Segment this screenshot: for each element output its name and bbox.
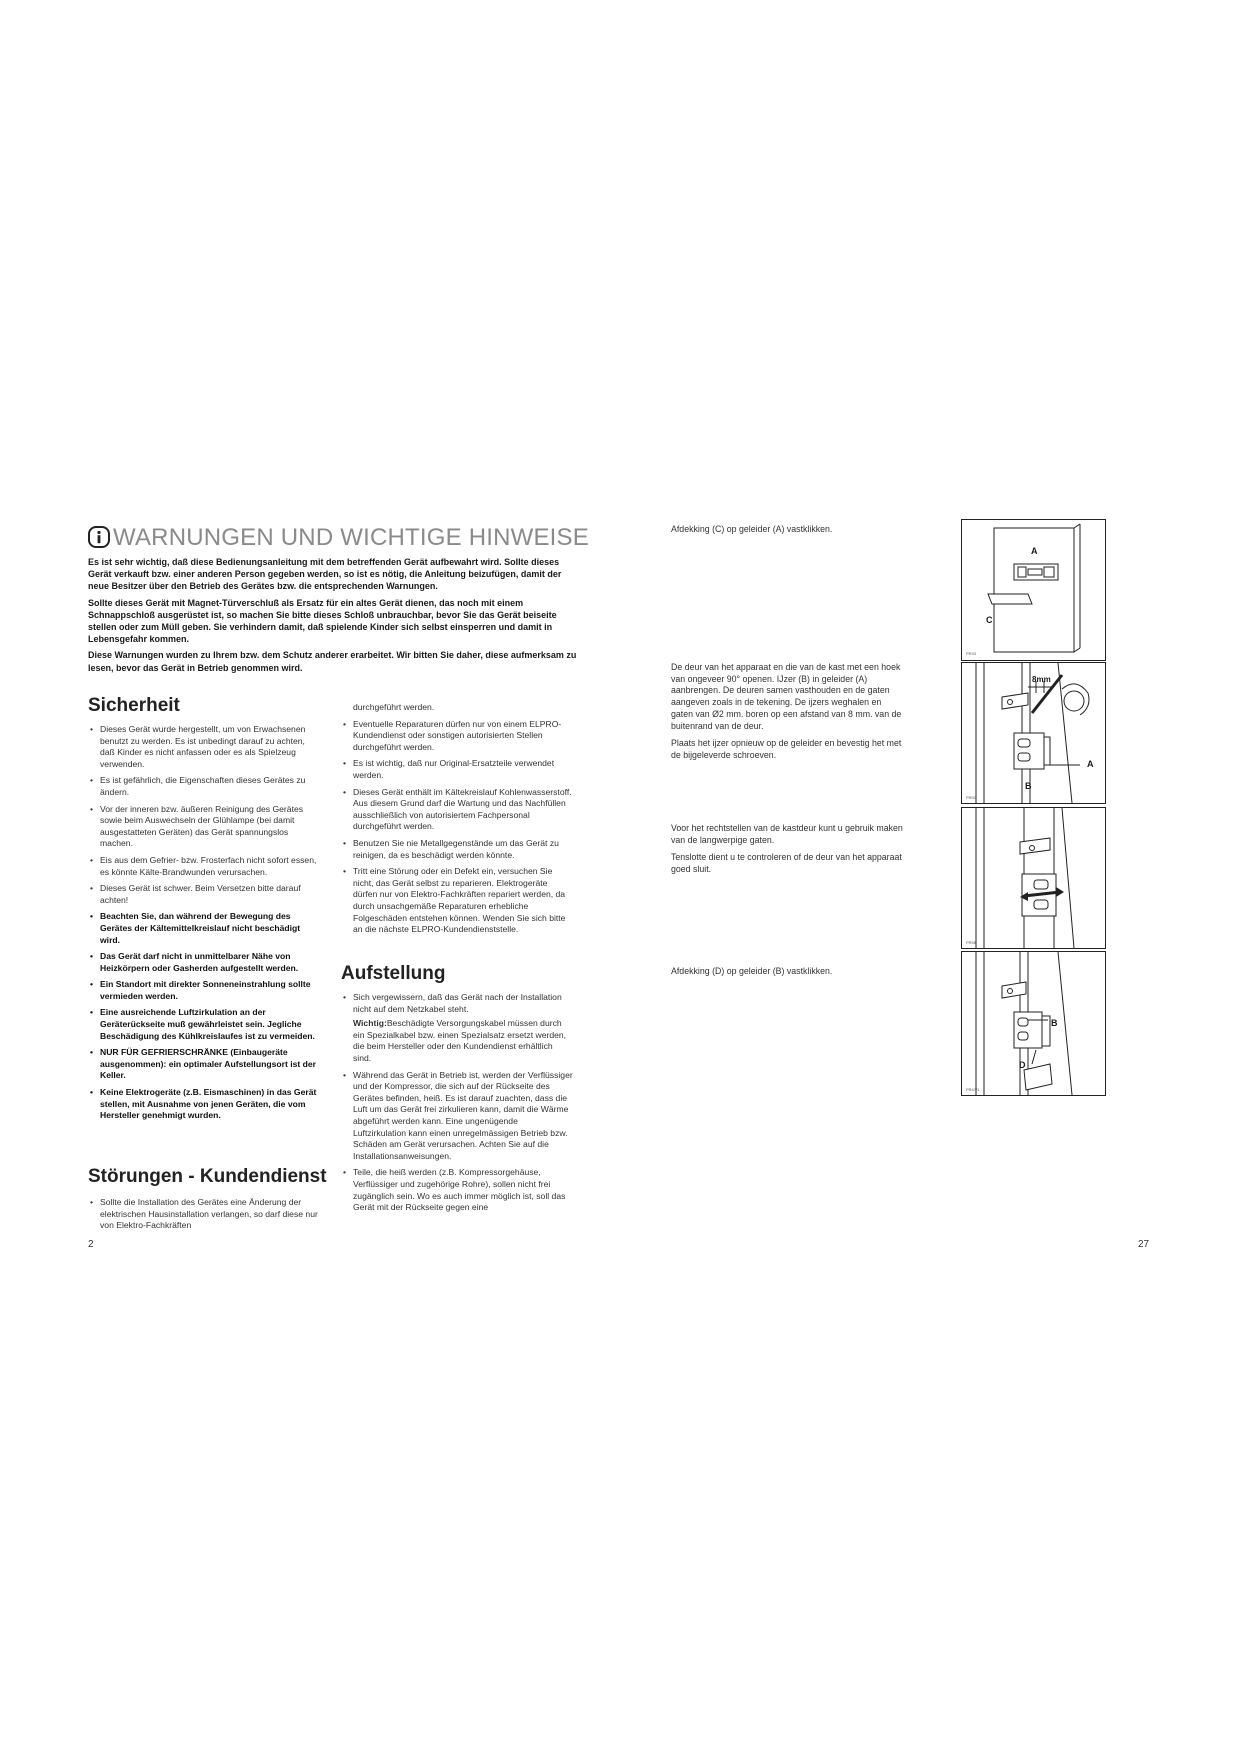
figure-cover-d [961, 951, 1106, 1096]
list-item: • Ein Standort mit direkter Sonneneinstrahlung sollte vermieden werden. [88, 979, 320, 1002]
list-item: • Eis aus dem Gefrier- bzw. Frosterfach nicht sofort essen, es könnte Kälte-Brandwunden verursachen. [88, 855, 320, 878]
list-item: • Eine ausreichende Luftzirkulation an der Geräterückseite muß gewährleistet sein. Jegliche Beschädigung des Kühlkreislaufes ist zu vermeiden. [88, 1007, 320, 1042]
list-item: • Teile, die heiß werden (z.B. Kompressorgehäuse, Verflüssiger und zugehörige Rohre), sollen nicht frei zugänglich sein. Wo es auch immer möglich ist, soll das Gerät mit der Rückseite gegen eine [341, 1167, 573, 1213]
stoerungen-heading: Störungen - Kundendienst [88, 1166, 327, 1187]
step-text: Plaats het ijzer opnieuw op de geleider en bevestig het met de bijgeleverde schroeven. [671, 738, 902, 760]
figure-code: PR58 [966, 940, 977, 945]
intro-paragraph: Diese Warnungen wurden zu Ihrem bzw. dem Schutz anderer erarbeitet. Wir bitten Sie daher, diese aufmerksam zu lesen, bevor das Gerät in Betrieb genommen wird. [88, 650, 577, 673]
sicherheit-list [88, 724, 320, 1127]
list-item [341, 992, 573, 1065]
list-item: • Dieses Gerät enthält im Kältekreislauf Kohlenwasserstoff. Aus diesem Grund darf die Wartung und das Nachfüllen ausschließlich von autorisiertem Fachpersonal durchgeführt werden. [341, 787, 573, 833]
aufstellung-list [341, 992, 573, 1219]
figure-cover-c [961, 519, 1106, 661]
column-two [341, 702, 573, 941]
continuation-text: durchgeführt werden. [353, 702, 435, 712]
label-a: A [1031, 546, 1038, 556]
wichtig-note [353, 1018, 573, 1064]
list-item: • Vor der inneren bzw. äußeren Reinigung des Gerätes sowie beim Auswechseln der Glühlampe (bei damit ausgestatteten Geräten) das Gerät spannungslos machen. [88, 804, 320, 850]
step-text: Afdekking (D) op geleider (B) vastklikken. [671, 966, 833, 976]
figure-code: PR47/1 [966, 1087, 980, 1092]
sicherheit-heading: Sicherheit [88, 695, 180, 716]
list-item: • Das Gerät darf nicht in unmittelbarer Nähe von Heizkörpern oder Gasherden aufgestellt werden. [88, 951, 320, 974]
aufstellung-heading: Aufstellung [341, 963, 446, 984]
label-a: A [1087, 759, 1094, 769]
list-item: • Dieses Gerät wurde hergestellt, um von Erwachsenen benutzt zu werden. Es ist unbedingt darauf zu achten, daß Kinder es nicht anfassen oder es als Spielzeug verwenden. [88, 724, 320, 770]
step-block [671, 823, 903, 882]
intro-paragraph: Es ist sehr wichtig, daß diese Bedienungsanleitung mit dem betreffenden Gerät aufbewahrt wird. Sollte dieses Gerät verkauft bzw. einer anderen Person gegeben werden, so ist es nötig, die Anleitung beizufügen, damit der neue Besitzer über den Betrieb des Gerätes bzw. die entsprechenden Warnungen. [88, 557, 562, 592]
figure-hinge-drill [961, 662, 1106, 804]
list-item: • Während das Gerät in Betrieb ist, werden der Verflüssiger und der Kompressor, die sich auf der Rückseite des Gerätes befinden, heiß. Es ist darauf zuachten, dass die Luft um das Gerät frei zirkulieren kann, damit die Wärme abgeführt werden kann. Eine ungenügende Luftzirkulation kann einen unregelmässigen Betrieb bzw. Schäden am Gerät verursachen. Achten Sie auf die Installationsanweisungen. [341, 1070, 573, 1163]
label-c: C [986, 615, 993, 625]
label-d: D [1019, 1060, 1026, 1070]
wichtig-label: Wichtig: [353, 1018, 387, 1029]
step-text: Voor het rechtstellen van de kastdeur kunt u gebruik maken van de langwerpige gaten. [671, 823, 903, 845]
page-title [88, 524, 588, 555]
step-text: Tenslotte dient u te controleren of de deur van het apparaat goed sluit. [671, 852, 902, 875]
label-b: B [1025, 781, 1032, 791]
list-item: • Es ist wichtig, daß nur Original-Ersatzteile verwendet werden. [341, 758, 573, 781]
list-item: • Eventuelle Reparaturen dürfen nur von einem ELPRO-Kundendienst oder sonstigen autorisierten Stellen durchgeführt werden. [341, 719, 573, 754]
list-item: • Tritt eine Störung oder ein Defekt ein, versuchen Sie nicht, das Gerät selbst zu reparieren. Elektrogeräte dürfen nur von Elektro-Fachkräften repariert werden, da durch unsachgemäße Reparaturen erhebliche Folgeschäden entstehen können. Wenden Sie sich bitte an die nächste ELPRO-Kundendienststelle. [341, 866, 573, 936]
list-item: • Beachten Sie, dan während der Bewegung des Gerätes der Kältemittelkreislauf nicht beschädigt wird. [88, 911, 320, 946]
intro-block [88, 556, 578, 678]
info-icon [88, 526, 110, 555]
page-number-left: 2 [88, 1239, 94, 1250]
step-text: Afdekking (C) op geleider (A) vastklikken. [671, 524, 833, 534]
label-b: B [1051, 1018, 1058, 1028]
list-item: • Benutzen Sie nie Metallgegenstände um das Gerät zu reinigen, da es beschädigt werden könnte. [341, 838, 573, 861]
list-item: • Es ist gefährlich, die Eigenschaften dieses Gerätes zu ändern. [88, 775, 320, 798]
list-item: • Keine Elektrogeräte (z.B. Eismaschinen) in das Gerät stellen, mit Ausnahme von jenen Geräten, die vom Hersteller genehmigt wurden. [88, 1087, 320, 1122]
list-item: • Dieses Gerät ist schwer. Beim Versetzen bitte darauf achten! [88, 883, 320, 906]
wichtig-text: Beschädigte Versorgungskabel müssen durch ein Spezialkabel bzw. einen Spezialsatz ersetzt werden, die beim Hersteller oder den Kundendienst erhältlich sind. [353, 1018, 567, 1063]
dimension-label: 8mm [1032, 675, 1051, 684]
list-item: • Sollte die Installation des Gerätes eine Änderung der elektrischen Hausinstallation verlangen, so darf diese nur von Elektro-Fachkräften [88, 1197, 320, 1232]
page-number-right: 27 [1138, 1239, 1150, 1250]
stoerungen-list [88, 1197, 320, 1237]
intro-paragraph: Sollte dieses Gerät mit Magnet-Türverschluß als Ersatz für ein altes Gerät dienen, das noch mit einem Schnappschloß ausgerüstet ist, so machen Sie bitte dieses Schloß unbrauchbar, bevor Sie das Gerät beiseite stellen oder zum Müll geben. Sie verhindern damit, daß spielende Kinder sich selbst einsperren und damit in Lebensgefahr kommen. [88, 597, 557, 645]
step-text: De deur van het apparaat en die van de kast met een hoek van ongeveer 90° openen. IJzer (B) in geleider (A) aanbrengen. De deuren samen vasthouden en de gaten aangeven zoals in de tekening. De ijzers weghalen en gaten van Ø2 mm. boren op een afstand van 8 mm. van de buitenrand van de deur. [671, 662, 902, 731]
step-block [671, 662, 903, 768]
title-text: WARNUNGEN UND WICHTIGE HINWEISE [113, 524, 589, 551]
figure-code: PR50 [966, 795, 977, 800]
figure-hinge-adjust [961, 807, 1106, 949]
list-item: • NUR FÜR GEFRIERSCHRÄNKE (Einbaugeräte ausgenommen): ein optimaler Aufstellungsort ist der Keller. [88, 1047, 320, 1082]
aufstellung-item-text: Sich vergewissern, daß das Gerät nach der Installation nicht auf dem Netzkabel steht. [353, 992, 562, 1014]
figure-code: PR33 [966, 651, 977, 656]
